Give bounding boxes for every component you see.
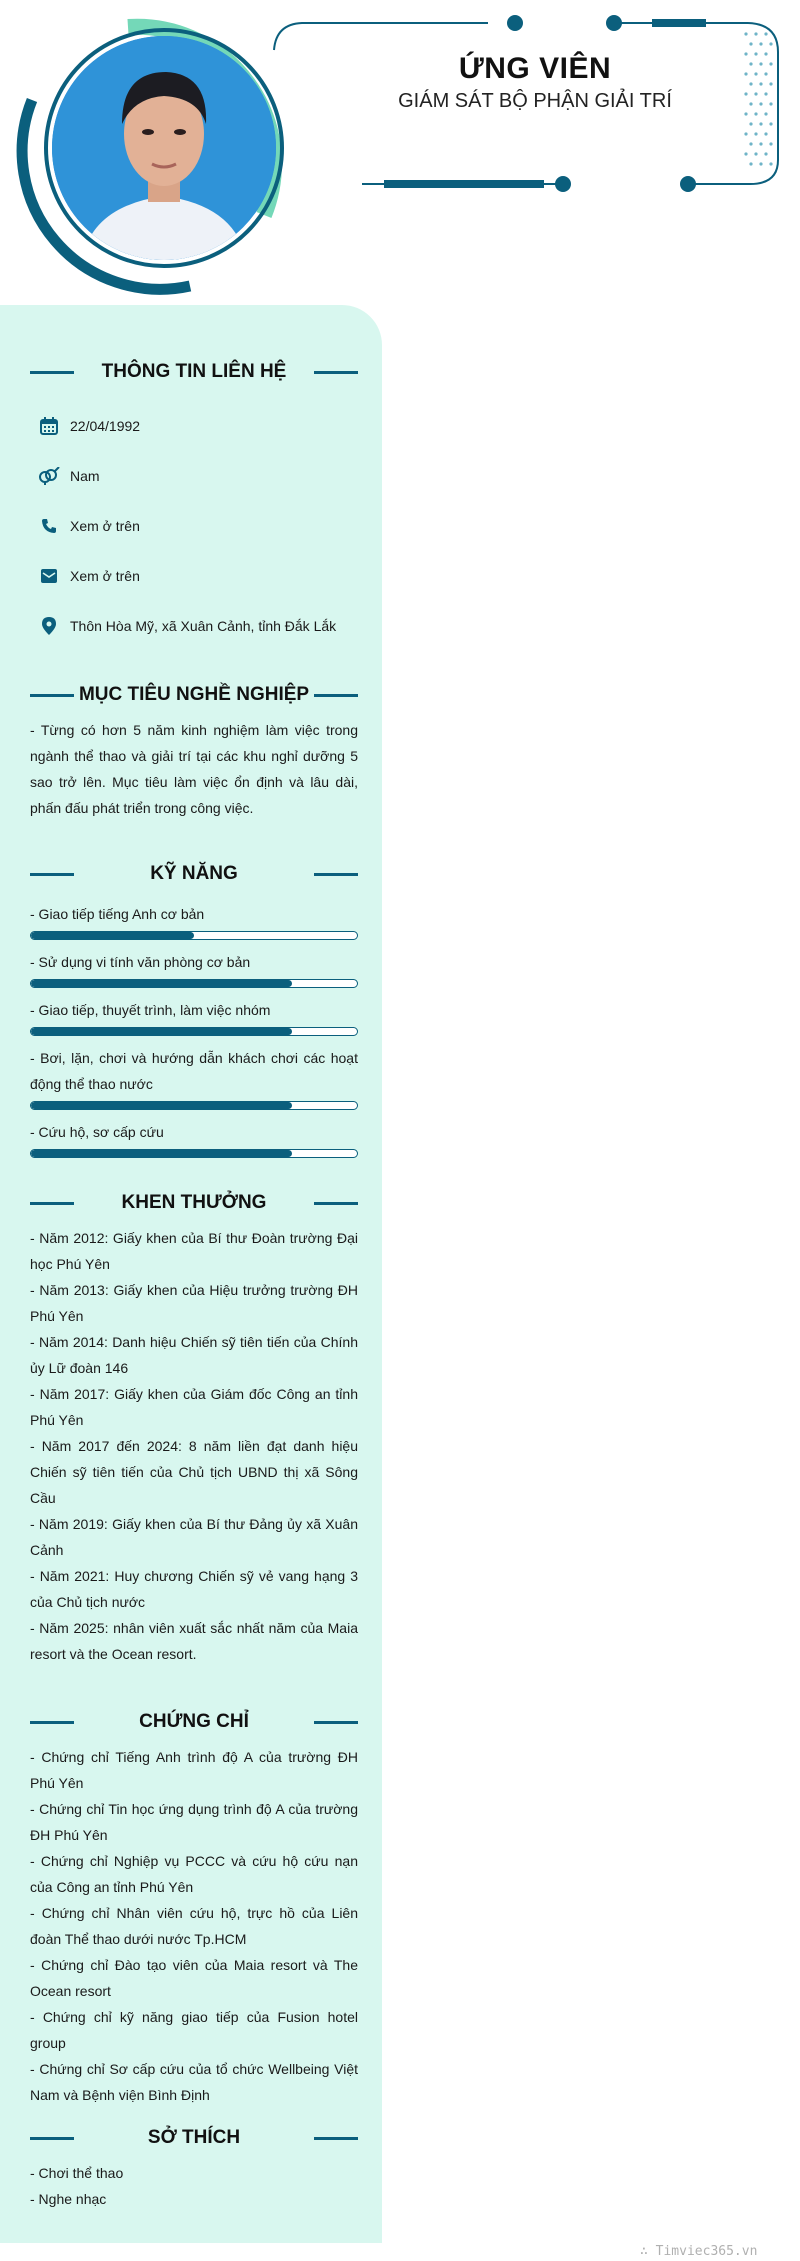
contact-email: Xem ở trên	[38, 564, 140, 588]
list-item: - Chứng chỉ Tiếng Anh trình độ A của trường ĐH Phú Yên	[30, 1749, 358, 1791]
list-item: - Chứng chỉ kỹ năng giao tiếp của Fusion hotel group	[30, 2009, 358, 2051]
list-item: - Năm 2025: nhân viên xuất sắc nhất năm của Maia resort và the Ocean resort.	[30, 1620, 358, 1662]
skill-item: - Giao tiếp, thuyết trình, làm việc nhóm	[30, 997, 358, 1036]
awards-list	[30, 1225, 358, 1667]
list-item: - Năm 2021: Huy chương Chiến sỹ vẻ vang hạng 3 của Chủ tịch nước	[30, 1568, 358, 1610]
profile-photo	[52, 36, 276, 260]
skill-level-bar	[30, 1101, 358, 1110]
email-icon	[38, 565, 60, 587]
skill-level-bar	[30, 979, 358, 988]
cv-header	[0, 0, 800, 305]
hobbies-section-title: SỞ THÍCH	[30, 2123, 358, 2153]
skill-item: - Cứu hộ, sơ cấp cứu	[30, 1119, 358, 1158]
gender-icon	[38, 465, 60, 487]
contact-birthday: 22/04/1992	[38, 414, 140, 438]
candidate-name: ỨNG VIÊN	[458, 52, 612, 85]
candidate-position: GIÁM SÁT BỘ PHẬN GIẢI TRÍ	[398, 90, 672, 112]
list-item: - Năm 2019: Giấy khen của Bí thư Đảng ủy xã Xuân Cảnh	[30, 1516, 358, 1558]
skill-level-bar	[30, 931, 358, 940]
contact-phone: Xem ở trên	[38, 514, 140, 538]
sidebar	[0, 305, 382, 2243]
skill-item: - Bơi, lặn, chơi và hướng dẫn khách chơi các hoạt động thể thao nước	[30, 1045, 358, 1110]
skill-level-bar	[30, 1149, 358, 1158]
contact-section-title: THÔNG TIN LIÊN HỆ	[30, 357, 358, 387]
list-item: - Chứng chỉ Nghiệp vụ PCCC và cứu hộ cứu nạn của Công an tỉnh Phú Yên	[30, 1853, 358, 1895]
certificates-list	[30, 1744, 358, 2108]
list-item: - Nghe nhạc	[30, 2191, 107, 2207]
hobbies-list	[30, 2160, 358, 2212]
list-item: - Năm 2017: Giấy khen của Giám đốc Công an tỉnh Phú Yên	[30, 1386, 358, 1428]
watermark: ∴ Timviec365.vn	[640, 2244, 758, 2259]
list-item: - Năm 2014: Danh hiệu Chiến sỹ tiên tiến của Chính ủy Lữ đoàn 146	[30, 1334, 358, 1376]
list-item: - Chứng chỉ Sơ cấp cứu của tổ chức Wellbeing Việt Nam và Bệnh viện Bình Định	[30, 2061, 358, 2103]
skills-section-title: KỸ NĂNG	[30, 859, 358, 889]
person-portrait-icon	[52, 36, 276, 260]
objective-text: - Từng có hơn 5 năm kinh nghiệm làm việc trong ngành thể thao và giải trí tại các khu nghỉ dưỡng 5 sao trở lên. Mục tiêu làm việc ổn định và lâu dài, phấn đấu phát triển trong công việc.	[30, 722, 358, 816]
objective-section-title: MỤC TIÊU NGHỀ NGHIỆP	[30, 680, 358, 710]
list-item: - Chứng chỉ Tin học ứng dụng trình độ A của trường ĐH Phú Yên	[30, 1801, 358, 1843]
list-item: - Chứng chỉ Nhân viên cứu hộ, trực hồ của Liên đoàn Thể thao dưới nước Tp.HCM	[30, 1905, 358, 1947]
list-item: - Năm 2012: Giấy khen của Bí thư Đoàn trường Đại học Phú Yên	[30, 1230, 358, 1272]
awards-section-title: KHEN THƯỞNG	[30, 1188, 358, 1218]
skill-level-bar	[30, 1027, 358, 1036]
list-item: - Năm 2013: Giấy khen của Hiệu trưởng trường ĐH Phú Yên	[30, 1282, 358, 1324]
certificates-section-title: CHỨNG CHỈ	[30, 1707, 358, 1737]
calendar-icon	[38, 415, 60, 437]
phone-icon	[38, 515, 60, 537]
contact-address: Thôn Hòa Mỹ, xã Xuân Cảnh, tỉnh Đắk Lắk	[38, 614, 336, 638]
location-icon	[38, 615, 60, 637]
list-item: - Chứng chỉ Đào tạo viên của Maia resort và The Ocean resort	[30, 1957, 358, 1999]
list-item: - Năm 2017 đến 2024: 8 năm liền đạt danh hiệu Chiến sỹ tiên tiến của Chủ tịch UBND thị xã Sông Cầu	[30, 1438, 358, 1506]
name-block	[380, 52, 690, 113]
list-item: - Chơi thể thao	[30, 2165, 124, 2181]
skill-item: - Giao tiếp tiếng Anh cơ bản	[30, 901, 358, 940]
contact-gender: Nam	[38, 464, 100, 488]
skill-item: - Sử dụng vi tính văn phòng cơ bản	[30, 949, 358, 988]
